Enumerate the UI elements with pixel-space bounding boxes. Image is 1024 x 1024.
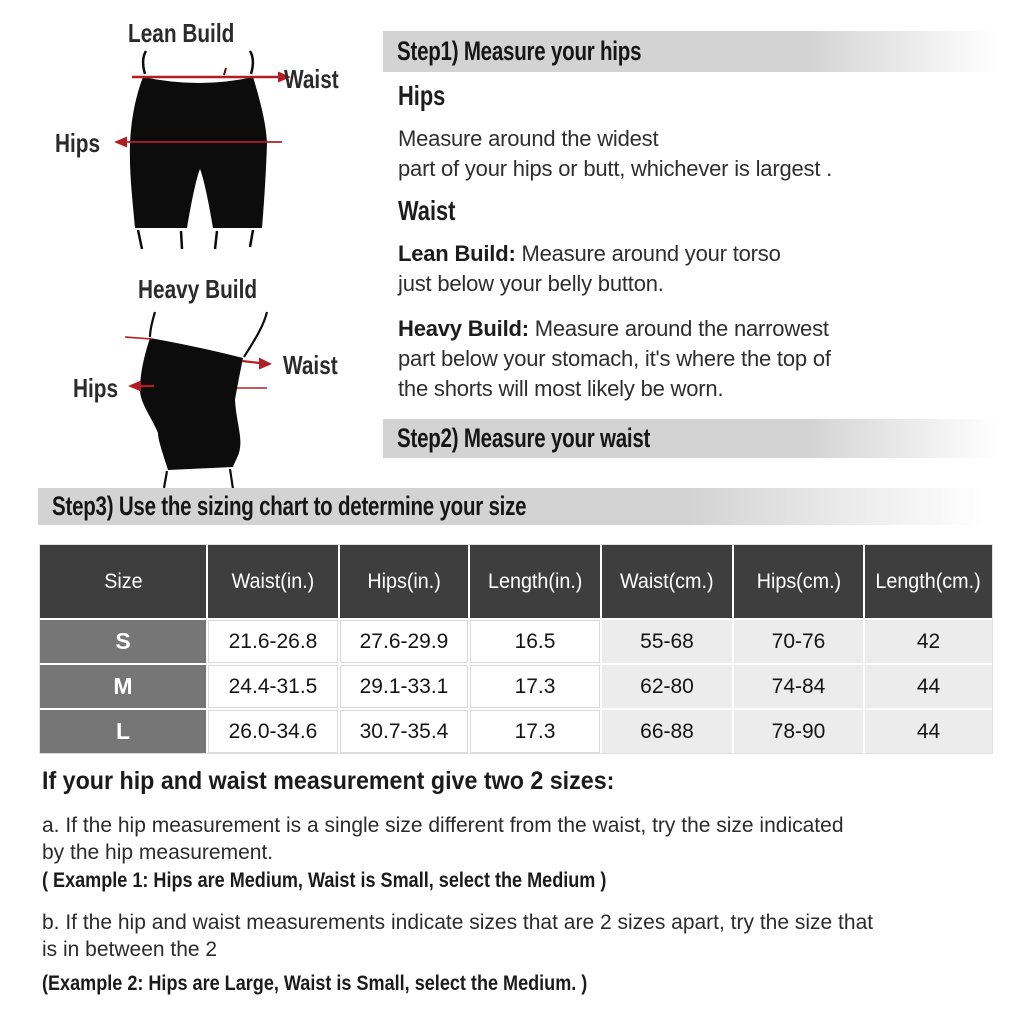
- heavy-waist-level-line: [125, 337, 152, 339]
- hips-section-heading: Hips: [398, 80, 446, 111]
- note-b: [42, 909, 873, 963]
- cell-m-hips-in: 29.1-33.1: [340, 665, 468, 708]
- col-header-waist-in: Waist(in.): [208, 545, 338, 618]
- example-2: (Example 2: Hips are Large, Waist is Small, select the Medium. ): [42, 972, 588, 995]
- step2-header-bar: [383, 419, 1024, 458]
- heavy-build-title: Heavy Build: [138, 274, 258, 304]
- lean-build-title: Lean Build: [128, 18, 235, 48]
- cell-m-length-cm: 44: [865, 665, 992, 708]
- lean-build-instructions: [398, 239, 781, 299]
- col-header-hips-in: Hips(in.): [340, 545, 468, 618]
- lean-build-label: Lean Build:: [398, 241, 516, 266]
- cell-m-hips-cm: 74-84: [734, 665, 863, 708]
- lean-hips-arrow-head: [114, 137, 127, 148]
- cell-l-hips-cm: 78-90: [734, 710, 863, 753]
- note-b-line2: is in between the 2: [42, 938, 218, 961]
- lean-waist-label: Waist: [284, 64, 339, 94]
- heavy-waist-arrow-head: [259, 358, 272, 370]
- lean-torso-outline-right: [250, 51, 253, 74]
- heavy-hips-label: Hips: [73, 373, 119, 403]
- cell-l-waist-cm: 66-88: [602, 710, 732, 753]
- sizing-table: [40, 545, 992, 753]
- lean-torso-outline-left: [143, 51, 146, 74]
- hips-instructions-line1: Measure around the widest: [398, 126, 659, 151]
- note-b-line1: b. If the hip and waist measurements indicate sizes that are 2 sizes apart, try the size that: [42, 911, 874, 934]
- lean-waist-tick: [224, 68, 226, 75]
- lean-build-instructions-line1: Lean Build: Measure around your torso: [398, 241, 781, 266]
- cell-s-hips-in: 27.6-29.9: [340, 620, 468, 663]
- lean-leg-line-1: [138, 230, 142, 249]
- heavy-build-instructions-line2: part below your stomach, it's where the top of: [398, 346, 831, 371]
- heavy-shorts-silhouette: [140, 338, 243, 470]
- heavy-build-instructions-line3: the shorts will most likely be worn.: [398, 376, 724, 401]
- step1-header-text: Step1) Measure your hips: [397, 36, 642, 66]
- waist-section-heading: Waist: [398, 195, 456, 226]
- cell-l-length-in: 17.3: [470, 710, 600, 753]
- lean-shorts-silhouette: [130, 77, 267, 228]
- hips-instructions-line2: part of your hips or butt, whichever is largest .: [398, 156, 833, 181]
- example-1: ( Example 1: Hips are Medium, Waist is Small, select the Medium ): [42, 869, 607, 892]
- heavy-leg-line-1: [164, 471, 167, 488]
- step1-header-bar: [383, 31, 1024, 72]
- cell-s-length-in: 16.5: [470, 620, 600, 663]
- two-sizes-heading: If your hip and waist measurement give two 2 sizes:: [42, 767, 615, 795]
- cell-s-length-cm: 42: [865, 620, 992, 663]
- lean-build-instructions-line2: just below your belly button.: [398, 271, 664, 296]
- cell-m-waist-in: 24.4-31.5: [208, 665, 338, 708]
- note-a-line1: a. If the hip measurement is a single size different from the waist, try the size indicated: [42, 814, 844, 837]
- col-header-hips-cm: Hips(cm.): [734, 545, 863, 618]
- size-cell-s: S: [40, 620, 206, 663]
- heavy-hips-arrow-head: [128, 381, 141, 392]
- cell-s-waist-cm: 55-68: [602, 620, 732, 663]
- col-header-length-in: Length(in.): [470, 545, 600, 618]
- size-cell-m: M: [40, 665, 206, 708]
- note-a: [42, 812, 844, 866]
- heavy-torso-outline-right: [244, 312, 267, 357]
- step2-header-text: Step2) Measure your waist: [397, 423, 651, 453]
- heavy-build-instructions-line1: Heavy Build: Measure around the narrowest: [398, 316, 829, 341]
- cell-m-waist-cm: 62-80: [602, 665, 732, 708]
- cell-s-hips-cm: 70-76: [734, 620, 863, 663]
- heavy-waist-label: Waist: [283, 350, 338, 380]
- cell-m-length-in: 17.3: [470, 665, 600, 708]
- col-header-waist-cm: Waist(cm.): [602, 545, 732, 618]
- hips-instructions: [398, 124, 832, 184]
- size-cell-l: L: [40, 710, 206, 753]
- lean-hips-label: Hips: [55, 128, 101, 158]
- col-header-length-cm: Length(cm.): [865, 545, 992, 618]
- note-a-line2: by the hip measurement.: [42, 841, 274, 864]
- lean-leg-line-3: [215, 231, 217, 249]
- heavy-leg-line-2: [230, 469, 233, 489]
- cell-l-waist-in: 26.0-34.6: [208, 710, 338, 753]
- lean-leg-line-2: [181, 231, 182, 249]
- col-header-size: Size: [40, 545, 206, 618]
- cell-l-length-cm: 44: [865, 710, 992, 753]
- cell-l-hips-in: 30.7-35.4: [340, 710, 468, 753]
- cell-s-waist-in: 21.6-26.8: [208, 620, 338, 663]
- heavy-torso-outline-left: [150, 312, 155, 337]
- heavy-waist-arrow-line: [242, 361, 260, 363]
- lean-leg-line-4: [250, 230, 253, 247]
- step3-header-text: Step3) Use the sizing chart to determine your size: [52, 491, 527, 521]
- heavy-build-label: Heavy Build:: [398, 316, 529, 341]
- heavy-build-instructions: [398, 314, 831, 404]
- step3-header-bar: [38, 488, 1024, 525]
